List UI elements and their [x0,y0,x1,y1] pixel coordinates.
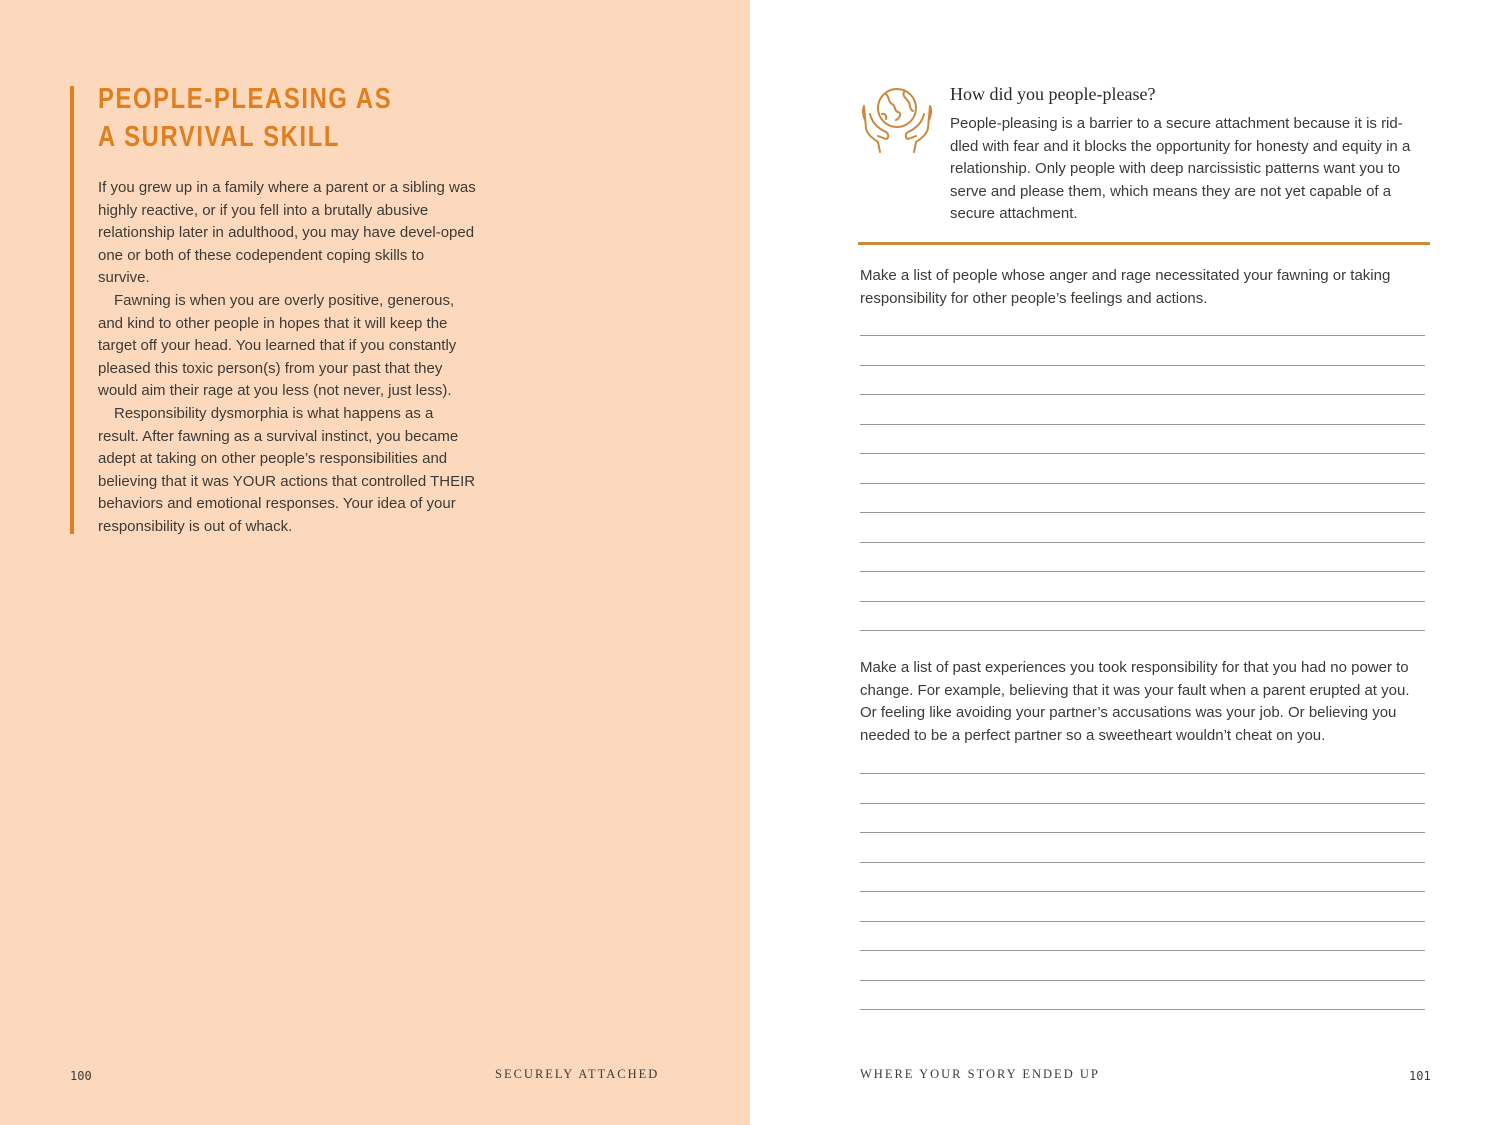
write-line[interactable] [860,365,1425,366]
write-line[interactable] [860,571,1425,572]
page-number-right: 101 [1409,1069,1431,1083]
write-line[interactable] [860,980,1425,981]
write-line[interactable] [860,862,1425,863]
sidebar-text: People-pleasing is a barrier to a secure attachment because it is rid-dled with fear and it blocks the opportunity for honesty and equity in a relationship. Only people with deep narcissistic patterns want you to serve and please them, which means they are not yet capable of a secure attachment. [950,115,1411,223]
body-paragraph: Fawning is when you are overly positive, generous, and kind to other people in hopes that it will keep the target off your head. You learned that if you constantly pleased this toxic person(s) from your past that they would aim their rage at you less (not never, just less). [98,291,457,400]
write-line[interactable] [860,335,1425,336]
body-paragraph: Responsibility dysmorphia is what happens as a result. After fawning as a survival instinct, you became adept at taking on other people’s responsibilities and believing that it was YOUR actions that controlled THEIR behaviors and emotional responses. Your idea of your responsibility is out of whack. [98,404,476,535]
write-line[interactable] [860,483,1425,484]
write-line[interactable] [860,424,1425,425]
write-line[interactable] [860,921,1425,922]
sidebar-title: How did you people-please? [950,84,1156,104]
running-head-right: WHERE YOUR STORY ENDED UP [860,1067,1100,1081]
writing-prompt-2: Make a list of past experiences you took responsibility for that you had no power to change. For example, believing that it was your fault when a parent erupted at you. Or feeling like avoiding your partner’s accusations was your job. Or believing you needed to be a perfect partner so a sweetheart wouldn’t cheat on you. [860,659,1410,744]
sidebar-divider [858,242,1430,245]
section-heading: PEOPLE-PLEASING AS A SURVIVAL SKILL [98,83,393,153]
running-head-left: SECURELY ATTACHED [495,1067,660,1081]
write-line[interactable] [860,512,1425,513]
writing-prompt-1: Make a list of people whose anger and rage necessitated your fawning or taking responsibility for other people’s feelings and actions. [860,267,1391,307]
write-line[interactable] [860,950,1425,951]
body-paragraph: If you grew up in a family where a parent or a sibling was highly reactive, or if you fell into a brutally abusive relationship later in adulthood, you may have devel-oped one or both of these codependent coping skills to survive. [98,179,476,287]
globe-in-hands-icon [860,84,934,156]
write-line[interactable] [860,542,1425,543]
write-line[interactable] [860,394,1425,395]
write-line[interactable] [860,453,1425,454]
page-number-left: 100 [70,1069,92,1083]
write-line[interactable] [860,891,1425,892]
write-line[interactable] [860,773,1425,774]
write-line[interactable] [860,1009,1425,1010]
write-line[interactable] [860,832,1425,833]
write-line[interactable] [860,803,1425,804]
body-text [98,177,476,539]
write-line[interactable] [860,630,1425,631]
accent-bar [70,86,74,534]
write-line[interactable] [860,601,1425,602]
